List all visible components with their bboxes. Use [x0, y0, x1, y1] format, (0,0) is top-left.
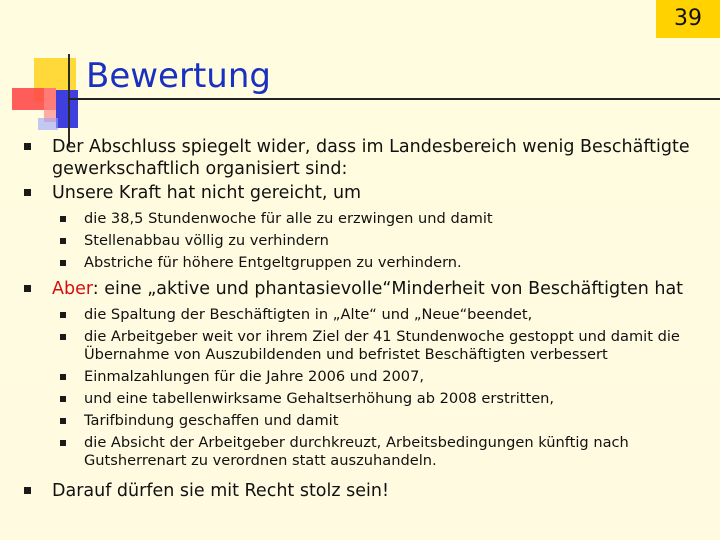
bullet-item: [24, 480, 710, 502]
decor-blue-square: [56, 90, 78, 128]
slide-content: [24, 136, 710, 502]
sub-bullet-marker: [60, 334, 66, 340]
slide-title: Bewertung: [86, 56, 271, 96]
bullet-text: Unsere Kraft hat nicht gereicht, um: [52, 183, 362, 203]
title-underline: [68, 98, 720, 100]
bullet-item: [24, 136, 710, 180]
sub-bullet-text: die 38,5 Stundenwoche für alle zu erzwingen und damit: [84, 210, 493, 227]
decor-vertical-line: [68, 54, 70, 146]
sub-bullet-marker: [60, 216, 66, 222]
bullet-marker: [24, 487, 31, 494]
bullet-marker: [24, 189, 31, 196]
sub-bullet-item: [24, 390, 710, 408]
sub-bullet-item: [24, 412, 710, 430]
sub-bullet-item: [24, 328, 710, 364]
sub-bullet-text: die Spaltung der Beschäftigten in „Alte“ und „Neue“beendet,: [84, 306, 533, 323]
bullet-marker: [24, 285, 31, 292]
sub-bullet-item: [24, 254, 710, 272]
bullet-text: Darauf dürfen sie mit Recht stolz sein!: [52, 481, 389, 501]
bullet-marker: [24, 143, 31, 150]
sub-bullet-text: Stellenabbau völlig zu verhindern: [84, 232, 329, 249]
bullet-item: [24, 182, 710, 204]
highlight-text: Aber: [52, 279, 93, 299]
sub-bullet-item: [24, 210, 710, 228]
sub-bullet-marker: [60, 260, 66, 266]
sub-bullet-marker: [60, 396, 66, 402]
sub-bullet-text: die Arbeitgeber weit vor ihrem Ziel der 41 Stundenwoche gestoppt und damit die Übernahme von Auszubildenden und befristet Beschäftigten verbessert: [84, 328, 680, 363]
decor-lightblue-square: [38, 118, 58, 130]
sub-bullet-marker: [60, 418, 66, 424]
sub-bullet-marker: [60, 440, 66, 446]
page-number: 39: [674, 6, 702, 31]
sub-bullet-item: [24, 434, 710, 470]
bullet-text: : eine „aktive und phantasievolle“Minderheit von Beschäftigten hat: [92, 279, 684, 299]
sub-bullet-marker: [60, 238, 66, 244]
sub-bullet-text: Tarifbindung geschaffen und damit: [84, 412, 339, 429]
sub-bullet-text: Einmalzahlungen für die Jahre 2006 und 2007,: [84, 368, 424, 385]
sub-bullet-item: [24, 306, 710, 324]
sub-bullet-text: und eine tabellenwirksame Gehaltserhöhung ab 2008 erstritten,: [84, 390, 555, 407]
sub-bullet-item: [24, 232, 710, 250]
bullet-item: [24, 278, 710, 300]
decor-pink-square: [44, 88, 56, 122]
sub-bullet-text: Abstriche für höhere Entgeltgruppen zu verhindern.: [84, 254, 462, 271]
sub-bullet-marker: [60, 312, 66, 318]
sub-bullet-text: die Absicht der Arbeitgeber durchkreuzt, Arbeitsbedingungen künftig nach Gutsherrenart zu verordnen statt auszuhandeln.: [84, 434, 629, 469]
sub-bullet-marker: [60, 374, 66, 380]
bullet-text: Der Abschluss spiegelt wider, dass im Landesbereich wenig Beschäftigte gewerkschaftlich organisiert sind:: [52, 137, 690, 179]
sub-bullet-item: [24, 368, 710, 386]
